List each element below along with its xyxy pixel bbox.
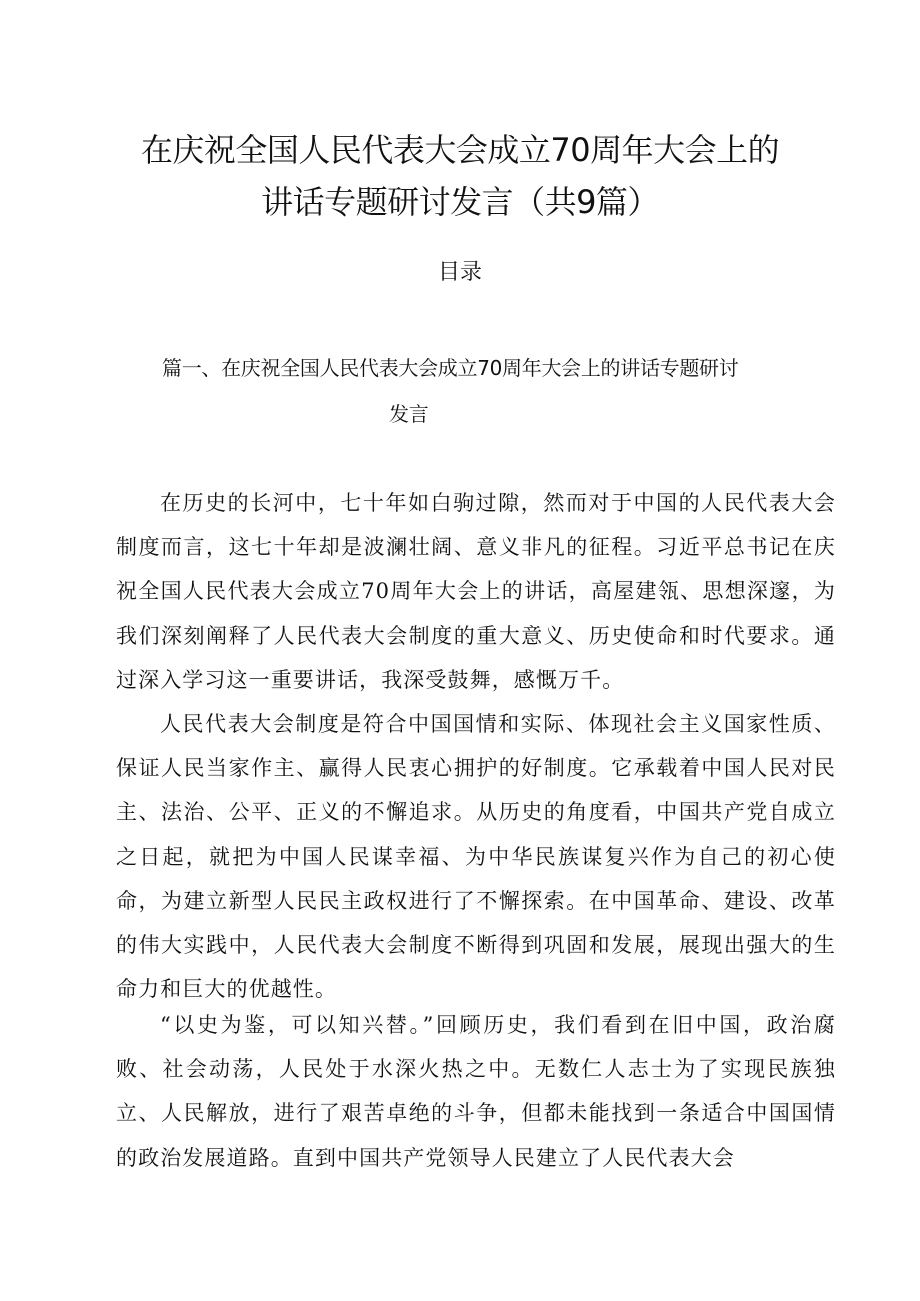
body-paragraph-3: “以史为鉴，可以知兴替。”回顾历史，我们看到在旧中国，政治腐败、社会动荡，人民处于水深火热之中。无数仁人志士为了实现民族独立、人民解放，进行了艰苦卓绝的斗争，但都未能找到一条适合中国国情的政治发展道路。直到中国共产党领导人民建立了人民代表大会 — [116, 1013, 836, 1170]
body-paragraph-1: 在历史的长河中，七十年如白驹过隙，然而对于中国的人民代表大会制度而言，这七十年却是波澜壮阔、意义非凡的征程。习近平总书记在庆祝全国人民代表大会成立70周年大会上的讲话，高屋建瓴、思想深邃，为我们深刻阐释了人民代表大会制度的重大意义、历史使命和时代要求。通过深入学习这一重要讲话，我深受鼓舞，感慨万千。 — [116, 491, 836, 692]
table-of-contents-heading: 目录 — [437, 260, 482, 285]
toc-entry-1-continued[interactable]: 发言 — [389, 402, 429, 426]
document-title-line-1: 在庆祝全国人民代表大会成立70周年大会上的 — [140, 131, 780, 169]
body-paragraph-2: 人民代表大会制度是符合中国国情和实际、体现社会主义国家性质、保证人民当家作主、赢得人民衷心拥护的好制度。它承载着中国人民对民主、法治、公平、正义的不懈追求。从历史的角度看，中国共产党自成立之日起，就把为中国人民谋幸福、为中华民族谋复兴作为自己的初心使命，为建立新型人民民主政权进行了不懈探索。在中国革命、建设、改革的伟大实践中，人民代表大会制度不断得到巩固和发展，展现出强大的生命力和巨大的优越性。 — [116, 712, 836, 1002]
document-title-line-2: 讲话专题研讨发言（共9篇） — [261, 183, 659, 221]
toc-entry-1[interactable]: 篇一、在庆祝全国人民代表大会成立70周年大会上的讲话专题研讨 — [162, 356, 739, 380]
